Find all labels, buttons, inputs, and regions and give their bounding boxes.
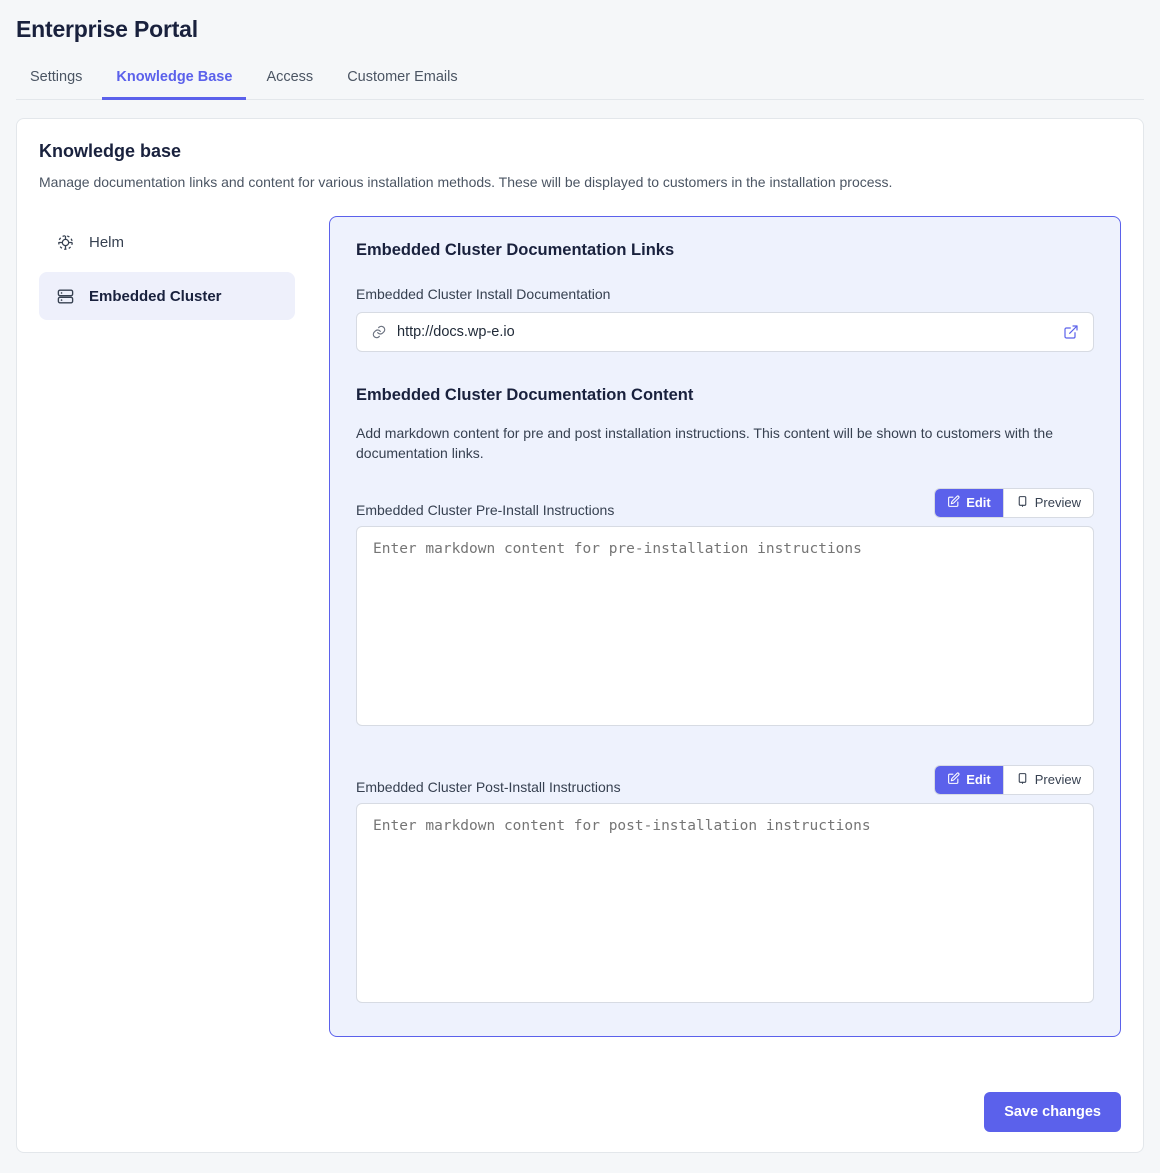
main-tabbar	[16, 61, 1144, 100]
edit-icon	[947, 772, 960, 788]
content-row	[39, 216, 1121, 1037]
knowledge-base-card	[16, 118, 1144, 1153]
tab-settings[interactable]: Settings	[30, 69, 83, 85]
preview-icon	[1016, 495, 1029, 511]
documentation-content-heading: Embedded Cluster Documentation Content	[356, 386, 694, 404]
helm-wheel-icon	[55, 232, 75, 252]
page-title: Enterprise Portal	[16, 16, 198, 42]
embedded-cluster-panel	[329, 216, 1121, 1037]
preview-icon	[1016, 772, 1029, 788]
pre-install-header	[356, 488, 1094, 518]
post-install-edit-button[interactable]	[935, 766, 1003, 794]
app-header	[0, 0, 1160, 100]
post-install-label: Embedded Cluster Post-Install Instructions	[356, 778, 621, 795]
tab-customer-emails[interactable]: Customer Emails	[347, 69, 458, 85]
pre-install-preview-label: Preview	[1034, 495, 1081, 511]
section-title: Knowledge base	[39, 141, 182, 161]
section-description: Manage documentation links and content for various installation methods. These will be displayed to customers in the installation process.	[39, 174, 893, 190]
post-install-preview-button[interactable]	[1003, 766, 1093, 794]
post-install-edit-label: Edit	[966, 772, 991, 788]
tab-access[interactable]: Access	[266, 69, 314, 85]
knowledge-base-sidebar	[39, 216, 295, 326]
link-icon	[371, 324, 387, 340]
pre-install-mode-toggle	[934, 488, 1094, 518]
edit-icon	[947, 495, 960, 511]
post-install-header	[356, 765, 1094, 795]
pre-install-edit-button[interactable]	[935, 489, 1003, 517]
post-install-mode-toggle	[934, 765, 1094, 795]
pre-install-preview-button[interactable]	[1003, 489, 1093, 517]
documentation-links-heading: Embedded Cluster Documentation Links	[356, 241, 675, 259]
sidebar-item-embedded-cluster[interactable]	[39, 272, 295, 320]
sidebar-item-label: Helm	[89, 233, 125, 251]
save-changes-button[interactable]: Save changes	[984, 1092, 1121, 1132]
tab-knowledge-base[interactable]: Knowledge Base	[102, 61, 246, 100]
sidebar-item-helm[interactable]	[39, 218, 295, 266]
server-stack-icon	[55, 286, 75, 306]
post-install-textarea[interactable]	[356, 803, 1094, 1003]
pre-install-textarea[interactable]	[356, 526, 1094, 726]
post-install-preview-label: Preview	[1034, 772, 1081, 788]
external-link-icon[interactable]	[1063, 324, 1079, 340]
documentation-content-description: Add markdown content for pre and post installation instructions. This content will be shown to customers with the documentation links.	[356, 425, 1053, 462]
install-doc-value[interactable]: http://docs.wp-e.io	[397, 324, 515, 340]
pre-install-label: Embedded Cluster Pre-Install Instructions	[356, 501, 615, 518]
sidebar-item-label: Embedded Cluster	[89, 287, 222, 305]
pre-install-edit-label: Edit	[966, 495, 991, 511]
install-doc-label: Embedded Cluster Install Documentation	[356, 286, 611, 302]
install-doc-input[interactable]	[356, 312, 1094, 352]
card-footer	[984, 1092, 1121, 1132]
